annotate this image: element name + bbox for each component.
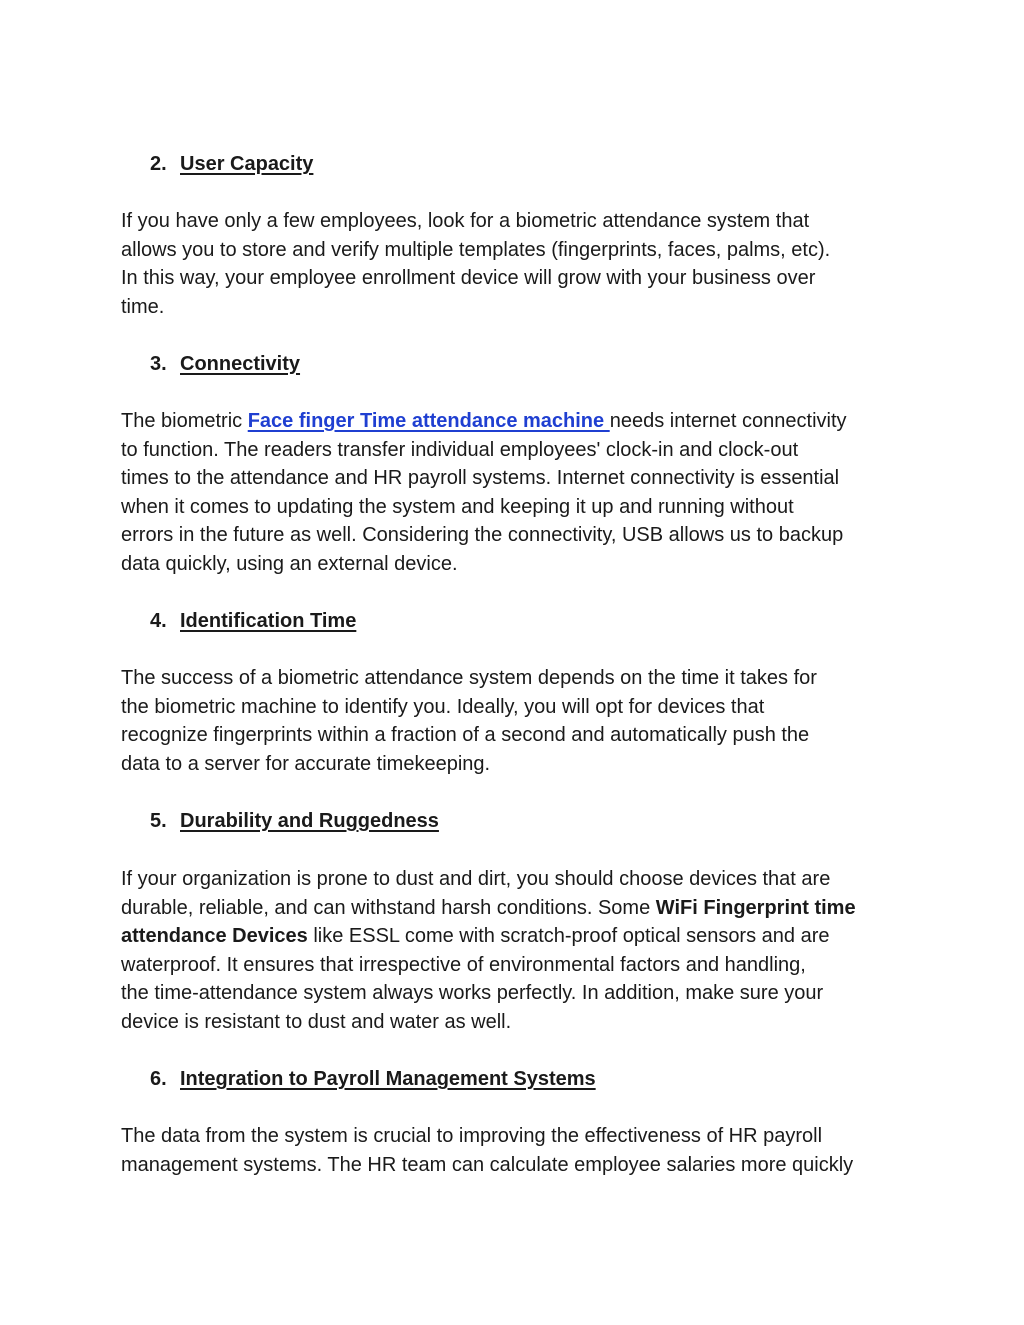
- paragraph-durability: [121, 865, 911, 1037]
- section-heading-payroll-integration: [150, 1066, 596, 1092]
- paragraph-connectivity: [121, 407, 911, 579]
- paragraph-line: when it comes to updating the system and keeping it up and running without: [121, 495, 794, 518]
- section-title: Integration to Payroll Management Systems: [180, 1068, 596, 1090]
- text-run: durable, reliable, and can withstand harsh conditions. Some: [121, 896, 656, 919]
- section-title: User Capacity: [180, 153, 314, 175]
- paragraph-line: data to a server for accurate timekeeping.: [121, 752, 491, 775]
- text-run: needs internet connectivity: [609, 410, 847, 432]
- paragraph-line: The success of a biometric attendance system depends on the time it takes for: [121, 667, 817, 689]
- paragraph-line: If your organization is prone to dust and dirt, you should choose devices that are: [121, 868, 831, 890]
- text-run: like ESSL come with scratch-proof optical sensors and are: [307, 925, 830, 948]
- section-number: 3.: [150, 353, 167, 375]
- section-heading-identification-time: [150, 608, 356, 634]
- paragraph-line: waterproof. It ensures that irrespective of environmental factors and handling,: [121, 953, 806, 976]
- paragraph-user-capacity: [121, 207, 911, 321]
- paragraph-line: recognize fingerprints within a fraction of a second and automatically push the: [121, 724, 810, 747]
- paragraph-line: allows you to store and verify multiple templates (fingerprints, faces, palms, etc).: [121, 238, 831, 261]
- paragraph-payroll-integration: [121, 1122, 911, 1179]
- paragraph-line: [121, 407, 911, 436]
- paragraph-identification-time: [121, 664, 911, 778]
- section-number: 4.: [150, 610, 167, 632]
- paragraph-line: [121, 894, 911, 923]
- section-heading-connectivity: [150, 351, 300, 377]
- section-heading-durability: [150, 808, 439, 834]
- section-number: 5.: [150, 810, 167, 832]
- paragraph-line: the time-attendance system always works perfectly. In addition, make sure your: [121, 982, 824, 1005]
- paragraph-line: If you have only a few employees, look for a biometric attendance system that: [121, 210, 810, 232]
- paragraph-line: time.: [121, 295, 165, 318]
- section-number: 6.: [150, 1068, 167, 1090]
- section-number: 2.: [150, 153, 167, 175]
- paragraph-line: to function. The readers transfer individual employees' clock-in and clock-out: [121, 438, 799, 461]
- paragraph-line: data quickly, using an external device.: [121, 552, 458, 575]
- paragraph-line: [121, 922, 911, 951]
- paragraph-line: In this way, your employee enrollment device will grow with your business over: [121, 267, 816, 290]
- paragraph-line: times to the attendance and HR payroll systems. Internet connectivity is essential: [121, 467, 840, 490]
- section-title: Connectivity: [180, 353, 301, 375]
- paragraph-line: errors in the future as well. Considering the connectivity, USB allows us to backup: [121, 524, 844, 547]
- paragraph-line: the biometric machine to identify you. Ideally, you will opt for devices that: [121, 695, 765, 718]
- bold-text: attendance Devices: [121, 925, 308, 948]
- section-title: Durability and Ruggedness: [180, 810, 439, 832]
- paragraph-line: device is resistant to dust and water as well.: [121, 1010, 512, 1033]
- paragraph-line: management systems. The HR team can calculate employee salaries more quickly: [121, 1153, 854, 1176]
- bold-text: WiFi Fingerprint time: [655, 896, 856, 919]
- paragraph-line: The data from the system is crucial to improving the effectiveness of HR payroll: [121, 1125, 823, 1147]
- text-run: The biometric: [121, 410, 248, 432]
- section-heading-user-capacity: [150, 151, 313, 177]
- section-title: Identification Time: [180, 610, 357, 632]
- face-finger-attendance-link[interactable]: Face finger Time attendance machine: [247, 410, 610, 432]
